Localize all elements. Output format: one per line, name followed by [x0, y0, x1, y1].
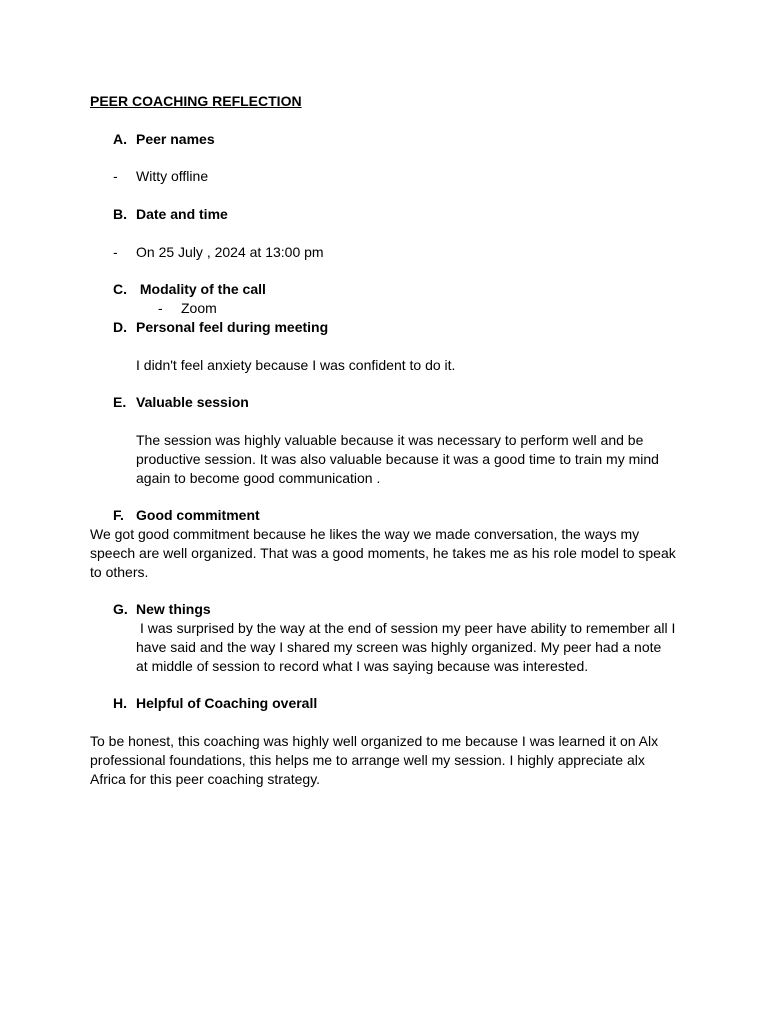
section-d-text: I didn't feel anxiety because I was confident to do it.: [136, 357, 456, 373]
section-d-heading: Personal feel during meeting: [136, 319, 329, 335]
section-a-text: Witty offline: [136, 168, 209, 184]
section-b-bullet: -: [113, 244, 118, 260]
section-c-text: Zoom: [181, 300, 217, 316]
section-e-heading: Valuable session: [136, 394, 249, 410]
section-e-letter: E.: [113, 394, 127, 410]
section-a-bullet: -: [113, 168, 118, 184]
section-f-text: We got good commitment because he likes the way we made conversation, the ways my speech are well organized. That was a good moments, he takes me as his role model to speak to others.: [90, 526, 676, 580]
section-f-letter: F.: [113, 507, 124, 523]
section-d-letter: D.: [113, 319, 127, 335]
section-h-letter: H.: [113, 695, 127, 711]
document-title: PEER COACHING REFLECTION: [90, 93, 302, 109]
section-b-letter: B.: [113, 206, 127, 222]
section-b-heading: Date and time: [136, 206, 228, 222]
section-g-text: I was surprised by the way at the end of session my peer have ability to remember all I have said and the way I shared my screen was highly organized. My peer had a note at middle of session to record what I was saying because was interested.: [136, 620, 676, 674]
section-e-text: The session was highly valuable because it was necessary to perform well and be productive session. It was also valuable because it was a good time to train my mind again to become good communication .: [136, 432, 659, 486]
section-c-letter: C.: [113, 281, 127, 297]
section-f-heading: Good commitment: [136, 507, 260, 523]
section-a-letter: A.: [113, 131, 127, 147]
section-g-letter: G.: [113, 601, 128, 617]
section-b-text: On 25 July , 2024 at 13:00 pm: [136, 244, 324, 260]
section-h-text: To be honest, this coaching was highly well organized to me because I was learned it on Alx professional foundations, this helps me to arrange well my session. I highly appreciate alx Africa for this peer coaching strategy.: [90, 733, 659, 787]
section-a-heading: Peer names: [136, 131, 215, 147]
section-g-heading: New things: [136, 601, 211, 617]
section-c-heading: Modality of the call: [136, 281, 266, 297]
section-h-heading: Helpful of Coaching overall: [136, 695, 318, 711]
section-c-bullet: -: [158, 300, 163, 316]
